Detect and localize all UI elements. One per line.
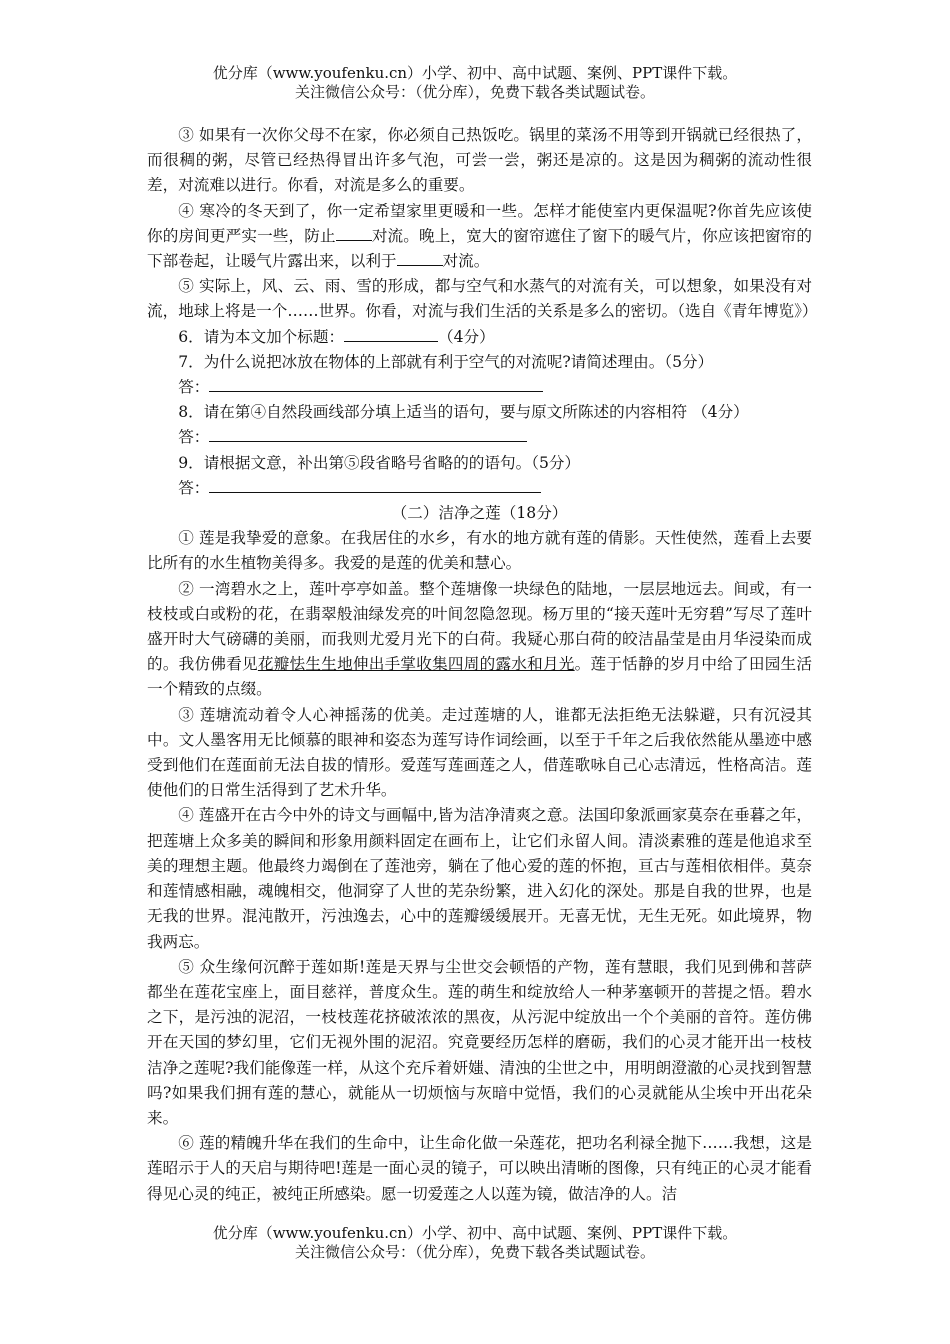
lotus-paragraph-2 [147, 577, 812, 703]
page-footer [0, 1224, 950, 1262]
question-7: 7．为什么说把冰放在物体的上部就有利于空气的对流呢?请简述理由。（5分） [178, 352, 714, 371]
answer-label: 答： [178, 428, 210, 447]
answer-line-8 [147, 425, 812, 450]
title-answer-blank[interactable] [344, 326, 438, 342]
paragraph-3: ③ 如果有一次你父母不在家，你必须自己热饭吃。锅里的菜汤不用等到开锅就已经很热了，而很稠的粥，尽管已经热得冒出许多气泡，可尝一尝，粥还是凉的。这是因为稠粥的流动性很差，对流难以进行。你看，对流是多么的重要。 [147, 126, 812, 195]
paragraph-4-part-a: ④ 寒冷的冬天到了，你一定希望家里更暖和一些。怎样才能使室内更保温呢?你首先应该使你的房间更严实一些，防止 [147, 201, 812, 245]
answer-blank-9[interactable] [209, 477, 541, 493]
lotus-paragraph-3: ③ 莲塘流动着令人心神摇荡的优美。走过莲塘的人，谁都无法拒绝无法躲避，只有沉浸其中。文人墨客用无比倾慕的眼神和姿态为莲写诗作词绘画，以至于千年之后我依然能从墨迹中感受到他们在莲面前无法自拔的情形。爱莲写莲画莲之人，借莲歌咏自己心志清远，性格高洁。莲使他们的日常生活得到了艺术升华。 [147, 705, 812, 800]
paragraph-4 [147, 199, 812, 275]
footer-line-2: 关注微信公众号：（优分库），免费下载各类试题试卷。 [294, 1243, 655, 1261]
paragraph-4-part-b: 对流。晚上，宽大的窗帘遮住了窗下的暖气片，你应该把窗帘的下部卷起，让暖气片露出来，以利于 [147, 226, 812, 271]
question-9: 9．请根据文意，补出第⑤段省略号省略的的语句。（5分） [178, 453, 581, 472]
lotus-paragraph-4: ④ 莲盛开在古今中外的诗文与画幅中,皆为洁净清爽之意。法国印象派画家莫奈在垂暮之年，把莲塘上众多美的瞬间和形象用颜料固定在画布上，让它们永留人间。清淡素雅的莲是他追求至美的理想主题。他最终力竭倒在了莲池旁，躺在了他心爱的莲的怀抱，亘古与莲相依相伴。莫奈和莲情感相融，魂魄相交，他洞穿了人世的芜杂纷繁，进入幻化的深处。那是自我的世界，也是无我的世界。混沌散开，污浊逸去，心中的莲瓣缓缓展开。无喜无忧，无生无死。如此境界，物我两忘。 [147, 806, 812, 951]
lotus-paragraph-2-part-b: 。莲于恬静的岁月中给了田园生活一个精致的点缀。 [147, 655, 812, 699]
answer-line-9 [147, 476, 812, 501]
lotus-paragraph-5: ⑤ 众生缘何沉醉于莲如斯!莲是天界与尘世交会顿悟的产物，莲有慧眼，我们见到佛和菩萨都坐在莲花宝座上，面目慈祥，普度众生。莲的萌生和绽放给人一种茅塞顿开的菩提之悟。碧水之下，是污浊的泥沼，一枝枝莲花挤破浓浓的黑夜，从污泥中绽放出一个个美丽的音符。莲仿佛开在天国的梦幻里，它们无视外围的泥沼。究竟要经历怎样的磨砺，我们的心灵才能开出一枝枝洁净之莲呢?我们能像莲一样，从这个充斥着妍媸、清浊的尘世之中，用明朗澄澈的心灵找到智慧吗?如果我们拥有莲的慧心，就能从一切烦恼与灰暗中觉悟，我们的心灵就能从尘埃中开出花朵来。 [147, 957, 812, 1127]
fill-blank-1[interactable] [336, 225, 372, 241]
answer-label: 答： [178, 378, 210, 397]
fill-blank-2[interactable] [397, 250, 443, 266]
answer-line-7 [147, 375, 812, 400]
footer-line-1: 优分库（www.youfenku.cn）小学、初中、高中试题、案例、PPT课件下载。 [212, 1224, 738, 1242]
question-8: 8．请在第④自然段画线部分填上适当的语句，要与原文所陈述的内容相符 （4分） [178, 403, 749, 422]
answer-blank-7[interactable] [209, 376, 543, 392]
paragraph-4-part-c: 对流。 [442, 252, 490, 271]
lotus-paragraph-1: ① 莲是我挚爱的意象。在我居住的水乡，有水的地方就有莲的倩影。天性使然，莲看上去要比所有的水生植物美得多。我爱的是莲的优美和慧心。 [147, 529, 812, 573]
page-header [0, 64, 950, 102]
answer-label: 答： [178, 478, 210, 497]
lotus-paragraph-2-part-a: ② 一湾碧水之上，莲叶亭亭如盖。整个莲塘像一块绿色的陆地，一层层地远去。间或，有一枝枝或白或粉的花，在翡翠般油绿发亮的叶间忽隐忽现。杨万里的“接天莲叶无穷碧”写尽了莲叶盛开时大气磅礴的美丽，而我则尤爱月光下的白荷。我疑心那白荷的皎洁晶莹是由月华浸染而成的。我仿佛看见 [147, 579, 812, 674]
section-title: （二）洁净之莲（18分） [391, 504, 568, 523]
question-6-text: 6．请为本文加个标题： [178, 327, 345, 346]
answer-blank-8[interactable] [209, 426, 527, 442]
header-line-1: 优分库（www.youfenku.cn）小学、初中、高中试题、案例、PPT课件下载。 [212, 64, 738, 82]
underlined-sentence: 花瓣怯生生地伸出手掌收集四周的露水和月光 [257, 655, 575, 674]
header-line-2: 关注微信公众号：（优分库），免费下载各类试题试卷。 [294, 83, 655, 101]
question-6-score: （4分） [438, 327, 495, 346]
paragraph-5: ⑤ 实际上，风、云、雨、雪的形成，都与空气和水蒸气的对流有关，可以想象，如果没有对流，地球上将是一个……世界。你看，对流与我们生活的关系是多么的密切。（选自《青年博览》） [147, 277, 818, 321]
lotus-paragraph-6: ⑥ 莲的精魄升华在我们的生命中，让生命化做一朵莲花，把功名利禄全抛下……我想，这是莲昭示于人的天启与期待吧!莲是一面心灵的镜子，可以映出清晰的图像，只有纯正的心灵才能看得见心灵的纯正，被纯正所感染。愿一切爱莲之人以莲为镜，做洁净的人。洁 [147, 1134, 812, 1203]
question-6 [147, 325, 812, 350]
document-body [147, 123, 818, 1207]
